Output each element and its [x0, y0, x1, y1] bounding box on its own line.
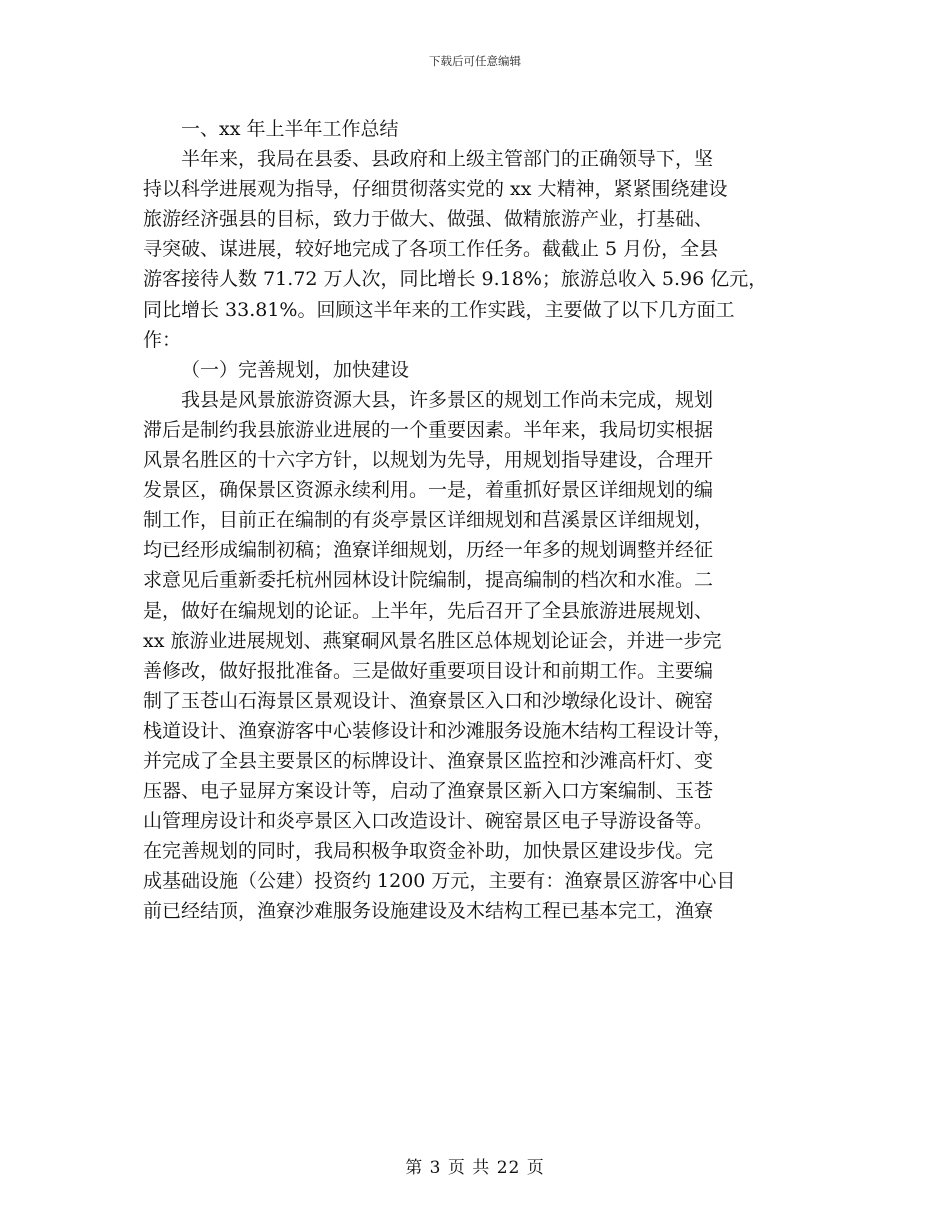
paragraph-line: 并完成了全县主要景区的标牌设计、渔寮景区监控和沙滩高杆灯、变 [143, 749, 714, 772]
paragraph-line: 风景名胜区的十六字方针，以规划为先导，用规划指导建设，合理开 [143, 449, 714, 472]
document-body [143, 114, 807, 927]
paragraph-line: 山管理房设计和炎亭景区入口改造设计、碗窑景区电子导游设备等。 [143, 810, 714, 833]
paragraph-line: xx 旅游业进展规划、燕窠硐风景名胜区总体规划论证会，并进一步完 [143, 629, 722, 652]
paragraph-line: 前已经结顶，渔寮沙难服务设施建设及木结构工程已基本完工，渔寮 [143, 900, 714, 923]
paragraph-line: 制工作，目前正在编制的有炎亭景区详细规划和莒溪景区详细规划， [143, 509, 714, 532]
paragraph-line: 栈道设计、渔寮游客中心装修设计和沙滩服务设施木结构工程设计等， [143, 719, 733, 742]
paragraph-line: 发景区，确保景区资源永续利用。一是，着重抓好景区详细规划的编 [143, 479, 714, 502]
paragraph-line: 作： [143, 328, 182, 351]
paragraph-line: 寻突破、谋进展，较好地完成了各项工作任务。截截止 5 月份，全县 [143, 238, 719, 261]
paragraph-line: 压器、电子显屏方案设计等，启动了渔寮景区新入口方案编制、玉苍 [143, 780, 714, 803]
paragraph-line: 半年来，我局在县委、县政府和上级主管部门的正确领导下，坚 [181, 148, 714, 171]
section-heading: 一、xx 年上半年工作总结 [181, 118, 399, 140]
paragraph-line: 善修改，做好报批准备。三是做好重要项目设计和前期工作。主要编 [143, 659, 714, 682]
paragraph-line: 滞后是制约我县旅游业进展的一个重要因素。半年来，我局切实根据 [143, 418, 714, 441]
page-number: 第 3 页 共 22 页 [405, 1158, 545, 1178]
paragraph-line: 均已经形成编制初稿；渔寮详细规划，历经一年多的规划调整并经征 [143, 539, 714, 562]
paragraph-line: 同比增长 33.81%。回顾这半年来的工作实践，主要做了以下几方面工 [143, 298, 735, 321]
paragraph-line: 在完善规划的同时，我局积极争取资金补助，加快景区建设步伐。完 [143, 840, 714, 863]
paragraph-line: 制了玉苍山石海景区景观设计、渔寮景区入口和沙墩绿化设计、碗窑 [143, 689, 714, 712]
paragraph-line: 游客接待人数 71.72 万人次，同比增长 9.18%；旅游总收入 5.96 亿元， [143, 268, 768, 291]
paragraph-line: 求意见后重新委托杭州园林设计院编制，提高编制的档次和水准。二 [143, 569, 714, 592]
paragraph-line: 是，做好在编规划的论证。上半年，先后召开了全县旅游进展规划、 [143, 599, 714, 622]
paragraph-line: 持以科学进展观为指导，仔细贯彻落实党的 xx 大精神，紧紧围绕建设 [143, 178, 728, 201]
subsection-heading: （一）完善规划，加快建设 [181, 358, 410, 381]
paragraph-line: 旅游经济强县的目标，致力于做大、做强、做精旅游产业，打基础、 [143, 208, 714, 231]
paragraph-line: 成基础设施（公建）投资约 1200 万元，主要有：渔寮景区游客中心目 [143, 870, 736, 893]
page-header-note: 下载后可任意编辑 [429, 54, 521, 68]
paragraph-line: 我县是风景旅游资源大县，许多景区的规划工作尚未完成，规划 [181, 388, 714, 411]
